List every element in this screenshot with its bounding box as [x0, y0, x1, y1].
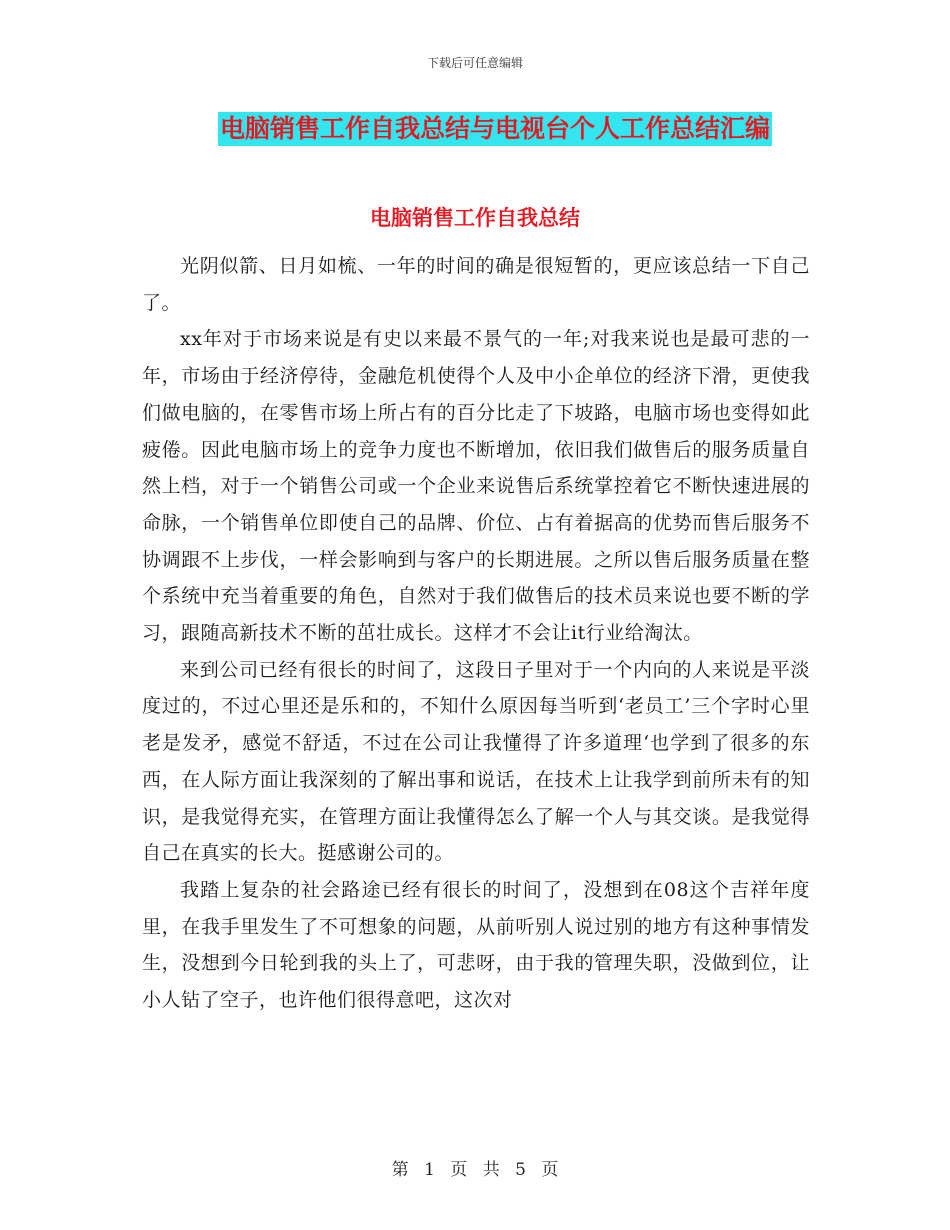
footer-page-number: 1: [424, 1160, 435, 1180]
footer-page-word: 页: [450, 1160, 468, 1180]
page-footer: [0, 1155, 950, 1180]
footer-total-pages: 5: [515, 1160, 526, 1180]
section-title: 电脑销售工作自我总结: [370, 206, 580, 230]
doc-title: 电脑销售工作自我总结与电视台个人工作总结汇编: [218, 112, 772, 146]
footer-prefix: 第: [391, 1160, 409, 1180]
paragraph: 来到公司已经有很长的时间了，这段日子里对于一个内向的人来说是平淡度过的，不过心里还是乐和的，不知什么原因每当听到‘老员工’三个字时心里老是发矛，感觉不舒适，不过在公司让我懂得了许多道理‘也学到了很多的东西，在人际方面让我深刻的了解出事和说话，在技术上让我学到前所未有的知识，是我觉得充实，在管理方面让我懂得怎么了解一个人与其交谈。是我觉得自己在真实的长大。挺感谢公司的。: [142, 658, 810, 865]
paragraph: xx年对于市场来说是有史以来最不景气的一年;对我来说也是最可悲的一年，市场由于经济停待，金融危机使得个人及中小企单位的经济下滑，更使我们做电脑的，在零售市场上所占有的百分比走了下坡路，电脑市场也变得如此疲倦。因此电脑市场上的竞争力度也不断增加，依旧我们做售后的服务质量自然上档，对于一个销售公司或一个企业来说售后系统掌控着它不断快速进展的命脉，一个销售单位即使自己的品牌、价位、占有着据高的优势而售后服务不协调跟不上步伐，一样会影响到与客户的长期进展。之所以售后服务质量在整个系统中充当着重要的角色，自然对于我们做售后的技术员来说也要不断的学习，跟随高新技术不断的茁壮成长。这样才不会让it行业给淘汰。: [142, 328, 810, 645]
header-note: 下载后可任意编辑: [426, 56, 523, 70]
doc-title-container: [0, 112, 950, 146]
paragraph: 光阴似箭、日月如梳、一年的时间的确是很短暂的，更应该总结一下自己了。: [142, 255, 810, 314]
footer-suffix: 页: [541, 1160, 559, 1180]
document-body: [142, 248, 810, 1019]
paragraph: 我踏上复杂的社会路途已经有很长的时间了，没想到在08这个吉祥年度里，在我手里发生了不可想象的问题，从前听别人说过别的地方有这种事情发生，没想到今日轮到我的头上了，可悲呀，由于我的管理失职，没做到位，让小人钻了空子，也许他们很得意吧，这次对: [142, 878, 810, 1012]
footer-total-word: 共: [482, 1160, 500, 1180]
